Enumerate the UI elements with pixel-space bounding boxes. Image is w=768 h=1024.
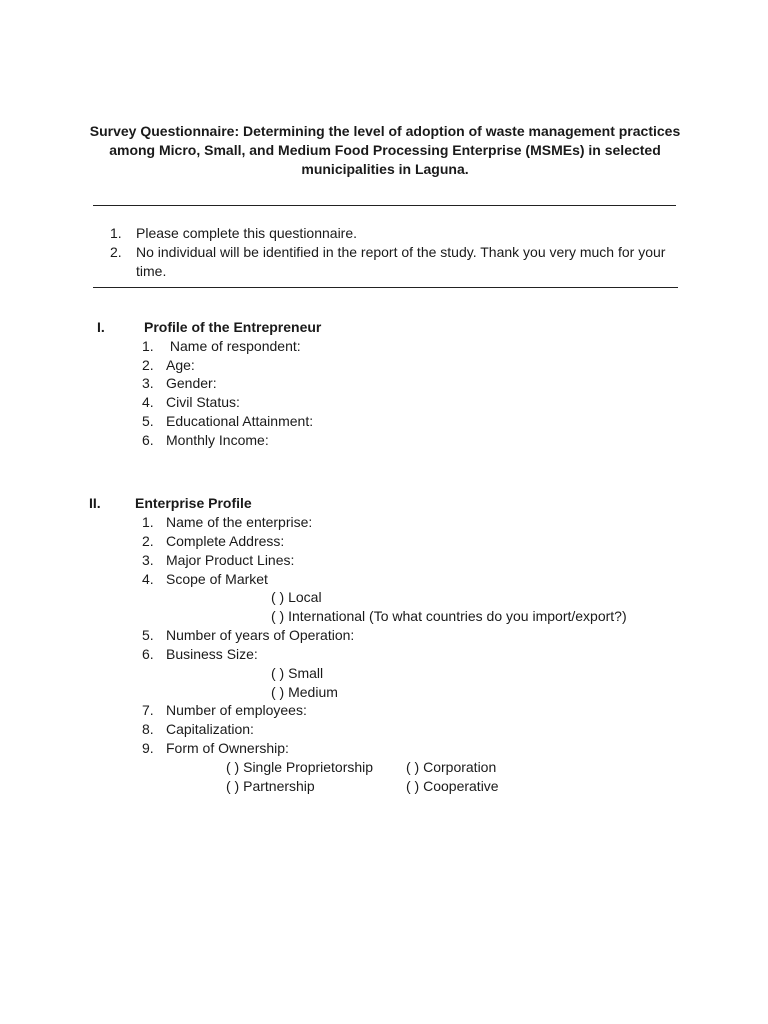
question-number: 1.	[142, 338, 154, 354]
market-option-international: ( ) International (To what countries do you import/export?)	[271, 608, 627, 624]
survey-title	[60, 122, 710, 179]
ownership-option-single-proprietorship: ( ) Single Proprietorship	[226, 759, 374, 775]
question-item	[142, 375, 217, 391]
size-option-small: ( ) Small	[271, 665, 324, 681]
instruction-item	[110, 243, 666, 281]
question-number: 4.	[142, 394, 154, 410]
question-text: Number of years of Operation:	[166, 627, 355, 643]
section-title: Profile of the Entrepreneur	[144, 319, 322, 335]
question-item	[142, 432, 269, 448]
question-item	[142, 357, 195, 373]
instruction-item	[110, 224, 666, 243]
question-text: Gender:	[166, 375, 217, 391]
question-number: 3.	[142, 375, 154, 391]
question-item	[142, 338, 301, 354]
question-text: Scope of Market	[166, 571, 268, 587]
question-item	[142, 571, 268, 587]
question-text: Capitalization:	[166, 721, 254, 737]
instruction-text: Please complete this questionnaire.	[136, 225, 358, 241]
question-number: 7.	[142, 702, 154, 718]
size-option-medium: ( ) Medium	[271, 684, 338, 700]
title-line: Survey Questionnaire: Determining the level of adoption of waste management practices	[89, 123, 681, 139]
title-line: among Micro, Small, and Medium Food Processing Enterprise (MSMEs) in selected	[109, 142, 661, 158]
question-text: Age:	[166, 357, 195, 373]
question-item	[142, 740, 289, 756]
question-number: 1.	[142, 514, 154, 530]
question-item	[142, 627, 354, 643]
ownership-option-corporation: ( ) Corporation	[406, 759, 497, 775]
section-number: II.	[89, 495, 101, 511]
question-text: Business Size:	[166, 646, 258, 662]
instruction-text: No individual will be identified in the report of the study. Thank you very much for your time.	[136, 244, 666, 279]
question-number: 8.	[142, 721, 154, 737]
question-text: Educational Attainment:	[166, 413, 314, 429]
question-item	[142, 394, 240, 410]
divider-top	[93, 205, 676, 206]
question-number: 6.	[142, 432, 154, 448]
section-number: I.	[97, 319, 105, 335]
question-text: Name of the enterprise:	[166, 514, 313, 530]
question-item	[142, 721, 254, 737]
question-number: 2.	[142, 357, 154, 373]
title-line: municipalities in Laguna.	[301, 161, 469, 177]
question-text: Complete Address:	[166, 533, 285, 549]
question-text: Number of employees:	[166, 702, 307, 718]
question-item	[142, 514, 312, 530]
instruction-number: 2.	[110, 244, 122, 260]
question-number: 5.	[142, 413, 154, 429]
question-number: 2.	[142, 533, 154, 549]
question-text: Civil Status:	[166, 394, 240, 410]
market-option-local: ( ) Local	[271, 589, 322, 605]
instruction-number: 1.	[110, 225, 122, 241]
question-text: Name of respondent:	[166, 338, 301, 354]
ownership-option-cooperative: ( ) Cooperative	[406, 778, 499, 794]
question-text: Monthly Income:	[166, 432, 269, 448]
question-text: Form of Ownership:	[166, 740, 289, 756]
ownership-option-partnership: ( ) Partnership	[226, 778, 315, 794]
question-number: 6.	[142, 646, 154, 662]
question-number: 5.	[142, 627, 154, 643]
question-item	[142, 552, 294, 568]
divider-bottom	[93, 287, 678, 288]
question-number: 9.	[142, 740, 154, 756]
instructions-list	[110, 224, 666, 281]
section-title: Enterprise Profile	[135, 495, 252, 511]
question-item	[142, 646, 258, 662]
question-number: 4.	[142, 571, 154, 587]
question-item	[142, 533, 284, 549]
question-text: Major Product Lines:	[166, 552, 295, 568]
question-number: 3.	[142, 552, 154, 568]
question-item	[142, 702, 307, 718]
question-item	[142, 413, 313, 429]
